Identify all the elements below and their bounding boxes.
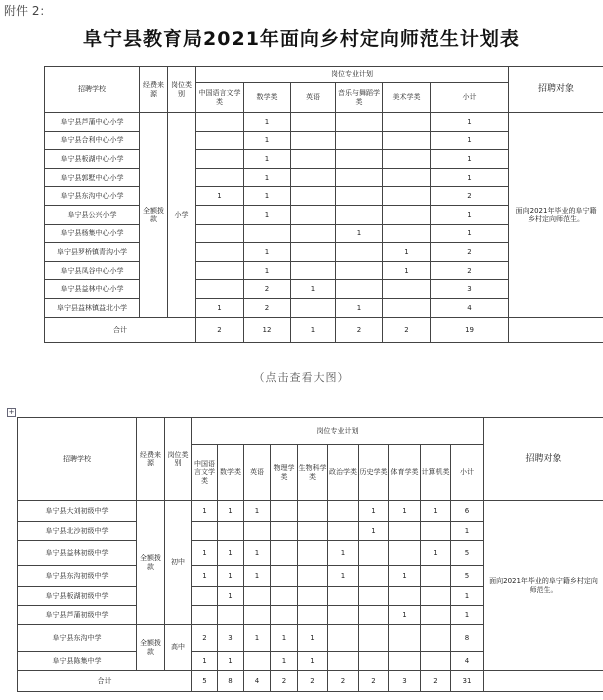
count-cell bbox=[192, 522, 218, 541]
attachment-label: 附件 2： bbox=[4, 4, 52, 18]
school-name: 阜宁县罗桥镇青沟小学 bbox=[45, 243, 140, 262]
school-name: 阜宁县大刘初级中学 bbox=[18, 501, 137, 522]
count-cell bbox=[328, 606, 359, 625]
count-cell: 1 bbox=[196, 187, 244, 206]
count-cell: 1 bbox=[389, 606, 421, 625]
count-cell: 2 bbox=[431, 187, 509, 206]
count-cell bbox=[328, 625, 359, 652]
count-cell bbox=[421, 566, 451, 587]
count-cell: 5 bbox=[451, 566, 484, 587]
post-category: 初中 bbox=[165, 501, 192, 625]
count-cell bbox=[389, 625, 421, 652]
count-cell: 1 bbox=[271, 625, 298, 652]
total-cell: 2 bbox=[298, 671, 328, 692]
count-cell: 1 bbox=[244, 168, 291, 187]
count-cell bbox=[328, 587, 359, 606]
total-cell: 12 bbox=[244, 317, 291, 342]
total-cell: 1 bbox=[291, 317, 336, 342]
count-cell: 1 bbox=[244, 150, 291, 169]
subject-header: 美术学类 bbox=[383, 83, 431, 113]
header-plan: 岗位专业计划 bbox=[196, 67, 509, 83]
count-cell bbox=[271, 566, 298, 587]
count-cell bbox=[359, 566, 389, 587]
count-cell bbox=[196, 150, 244, 169]
count-cell: 1 bbox=[359, 501, 389, 522]
count-cell bbox=[244, 652, 271, 671]
total-cell: 19 bbox=[431, 317, 509, 342]
count-cell: 6 bbox=[451, 501, 484, 522]
school-name: 阜宁县凤谷中心小学 bbox=[45, 261, 140, 280]
count-cell bbox=[196, 243, 244, 262]
subject-header: 数学类 bbox=[218, 445, 244, 501]
secondary-school-table-body bbox=[18, 418, 603, 692]
total-cell: 5 bbox=[192, 671, 218, 692]
count-cell bbox=[383, 113, 431, 132]
primary-school-table-body bbox=[45, 67, 603, 343]
total-cell: 2 bbox=[271, 671, 298, 692]
count-cell: 1 bbox=[451, 522, 484, 541]
count-cell bbox=[196, 205, 244, 224]
table-row bbox=[18, 501, 603, 522]
count-cell bbox=[196, 280, 244, 299]
count-cell bbox=[218, 606, 244, 625]
count-cell: 1 bbox=[383, 261, 431, 280]
recruit-target: 面向2021年毕业的阜宁籍乡村定向师范生。 bbox=[484, 501, 603, 671]
total-row bbox=[18, 671, 603, 692]
school-name: 阜宁县东沟初级中学 bbox=[18, 566, 137, 587]
count-cell: 2 bbox=[431, 261, 509, 280]
count-cell bbox=[298, 522, 328, 541]
count-cell bbox=[421, 625, 451, 652]
count-cell: 1 bbox=[291, 280, 336, 299]
count-cell bbox=[244, 224, 291, 243]
count-cell bbox=[359, 587, 389, 606]
count-cell bbox=[244, 606, 271, 625]
total-cell: 3 bbox=[389, 671, 421, 692]
count-cell: 2 bbox=[431, 243, 509, 262]
count-cell: 1 bbox=[298, 652, 328, 671]
count-cell bbox=[389, 522, 421, 541]
count-cell bbox=[192, 606, 218, 625]
count-cell: 2 bbox=[244, 298, 291, 317]
count-cell: 1 bbox=[383, 243, 431, 262]
count-cell bbox=[291, 113, 336, 132]
school-name: 阜宁县东沟中学 bbox=[18, 625, 137, 652]
school-name: 阜宁县杨集中心小学 bbox=[45, 224, 140, 243]
header-funding: 经费来源 bbox=[137, 418, 165, 501]
count-cell bbox=[291, 131, 336, 150]
count-cell bbox=[383, 187, 431, 206]
school-name: 阜宁县郭墅中心小学 bbox=[45, 168, 140, 187]
count-cell: 1 bbox=[451, 606, 484, 625]
total-row bbox=[45, 317, 603, 342]
school-name: 阜宁县益林中心小学 bbox=[45, 280, 140, 299]
school-name: 阜宁县陈集中学 bbox=[18, 652, 137, 671]
count-cell bbox=[291, 224, 336, 243]
subject-header: 中国语言文学类 bbox=[196, 83, 244, 113]
count-cell bbox=[359, 625, 389, 652]
count-cell: 4 bbox=[431, 298, 509, 317]
count-cell bbox=[196, 168, 244, 187]
count-cell bbox=[291, 298, 336, 317]
recruit-target: 面向2021年毕业的阜宁籍乡村定向师范生。 bbox=[509, 113, 603, 318]
count-cell: 1 bbox=[421, 541, 451, 566]
blank-cell bbox=[509, 317, 603, 342]
count-cell bbox=[291, 205, 336, 224]
count-cell bbox=[389, 587, 421, 606]
post-category: 高中 bbox=[165, 625, 192, 671]
count-cell: 5 bbox=[451, 541, 484, 566]
count-cell: 1 bbox=[192, 652, 218, 671]
total-label: 合计 bbox=[45, 317, 196, 342]
count-cell bbox=[328, 522, 359, 541]
count-cell bbox=[383, 280, 431, 299]
count-cell: 1 bbox=[244, 541, 271, 566]
primary-school-plan-table bbox=[44, 66, 603, 343]
count-cell bbox=[421, 652, 451, 671]
count-cell: 1 bbox=[244, 566, 271, 587]
expand-icon[interactable]: + bbox=[8, 408, 15, 416]
count-cell bbox=[244, 587, 271, 606]
count-cell bbox=[336, 187, 383, 206]
subject-header: 政治学类 bbox=[328, 445, 359, 501]
count-cell: 1 bbox=[359, 522, 389, 541]
count-cell: 1 bbox=[218, 566, 244, 587]
count-cell: 1 bbox=[431, 205, 509, 224]
subject-header: 小计 bbox=[451, 445, 484, 501]
school-name: 阜宁县板湖中心小学 bbox=[45, 150, 140, 169]
count-cell: 1 bbox=[298, 625, 328, 652]
school-name: 阜宁县公兴小学 bbox=[45, 205, 140, 224]
subject-header: 音乐与舞蹈学类 bbox=[336, 83, 383, 113]
total-cell: 4 bbox=[244, 671, 271, 692]
count-cell: 1 bbox=[244, 205, 291, 224]
count-cell: 1 bbox=[451, 587, 484, 606]
count-cell bbox=[271, 522, 298, 541]
subject-header: 物理学类 bbox=[271, 445, 298, 501]
count-cell: 1 bbox=[431, 150, 509, 169]
count-cell: 1 bbox=[192, 566, 218, 587]
count-cell: 1 bbox=[389, 566, 421, 587]
school-name: 阜宁县合利中心小学 bbox=[45, 131, 140, 150]
count-cell: 1 bbox=[244, 625, 271, 652]
count-cell: 1 bbox=[271, 652, 298, 671]
header-target: 招聘对象 bbox=[484, 418, 603, 501]
count-cell bbox=[336, 131, 383, 150]
secondary-school-plan-table bbox=[17, 417, 603, 692]
subject-header: 英语 bbox=[244, 445, 271, 501]
count-cell bbox=[291, 150, 336, 169]
count-cell: 1 bbox=[218, 587, 244, 606]
count-cell: 1 bbox=[244, 187, 291, 206]
count-cell bbox=[383, 298, 431, 317]
school-name: 阜宁县东沟中心小学 bbox=[45, 187, 140, 206]
school-name: 阜宁县芦蒲中心小学 bbox=[45, 113, 140, 132]
count-cell: 1 bbox=[192, 501, 218, 522]
count-cell: 3 bbox=[431, 280, 509, 299]
school-name: 阜宁县益林镇益北小学 bbox=[45, 298, 140, 317]
count-cell: 4 bbox=[451, 652, 484, 671]
count-cell bbox=[196, 261, 244, 280]
count-cell: 1 bbox=[196, 298, 244, 317]
count-cell bbox=[298, 566, 328, 587]
header-school: 招聘学校 bbox=[45, 67, 140, 113]
count-cell bbox=[291, 168, 336, 187]
subject-header: 计算机类 bbox=[421, 445, 451, 501]
count-cell bbox=[298, 587, 328, 606]
count-cell: 1 bbox=[192, 541, 218, 566]
count-cell bbox=[244, 522, 271, 541]
header-target: 招聘对象 bbox=[509, 67, 603, 113]
count-cell bbox=[421, 606, 451, 625]
count-cell bbox=[298, 541, 328, 566]
count-cell bbox=[291, 261, 336, 280]
funding-source: 全额拨款 bbox=[137, 501, 165, 625]
total-cell: 2 bbox=[196, 317, 244, 342]
count-cell bbox=[196, 113, 244, 132]
count-cell bbox=[336, 168, 383, 187]
subject-header: 体育学类 bbox=[389, 445, 421, 501]
count-cell bbox=[336, 280, 383, 299]
count-cell bbox=[359, 606, 389, 625]
count-cell: 1 bbox=[431, 131, 509, 150]
blank-cell bbox=[484, 671, 603, 692]
table-row bbox=[45, 113, 603, 132]
count-cell bbox=[298, 606, 328, 625]
count-cell bbox=[271, 541, 298, 566]
subject-header: 小计 bbox=[431, 83, 509, 113]
count-cell bbox=[383, 205, 431, 224]
header-plan: 岗位专业计划 bbox=[192, 418, 484, 445]
count-cell bbox=[389, 652, 421, 671]
header-category: 岗位类别 bbox=[165, 418, 192, 501]
count-cell: 1 bbox=[218, 652, 244, 671]
count-cell: 2 bbox=[192, 625, 218, 652]
count-cell: 1 bbox=[218, 501, 244, 522]
count-cell bbox=[359, 652, 389, 671]
count-cell bbox=[389, 541, 421, 566]
count-cell bbox=[421, 522, 451, 541]
header-funding: 经费来源 bbox=[140, 67, 168, 113]
count-cell: 8 bbox=[451, 625, 484, 652]
subject-header: 英语 bbox=[291, 83, 336, 113]
school-name: 阜宁县北沙初级中学 bbox=[18, 522, 137, 541]
count-cell bbox=[383, 168, 431, 187]
count-cell bbox=[336, 205, 383, 224]
count-cell bbox=[421, 587, 451, 606]
count-cell bbox=[359, 541, 389, 566]
total-label: 合计 bbox=[18, 671, 192, 692]
count-cell bbox=[336, 261, 383, 280]
count-cell: 1 bbox=[328, 541, 359, 566]
count-cell: 1 bbox=[328, 566, 359, 587]
count-cell bbox=[291, 243, 336, 262]
count-cell bbox=[328, 652, 359, 671]
count-cell: 1 bbox=[336, 298, 383, 317]
count-cell: 1 bbox=[431, 168, 509, 187]
total-cell: 2 bbox=[383, 317, 431, 342]
subject-header: 生物科学类 bbox=[298, 445, 328, 501]
view-large-image-caption: （点击查看大图） bbox=[253, 371, 350, 384]
count-cell bbox=[383, 150, 431, 169]
count-cell bbox=[336, 243, 383, 262]
total-cell: 8 bbox=[218, 671, 244, 692]
count-cell: 1 bbox=[244, 113, 291, 132]
school-name: 阜宁县芦蒲初级中学 bbox=[18, 606, 137, 625]
total-cell: 2 bbox=[359, 671, 389, 692]
funding-source: 全额拨款 bbox=[140, 113, 168, 318]
count-cell: 1 bbox=[431, 113, 509, 132]
count-cell bbox=[291, 187, 336, 206]
count-cell: 2 bbox=[244, 280, 291, 299]
count-cell bbox=[383, 131, 431, 150]
total-cell: 2 bbox=[421, 671, 451, 692]
count-cell bbox=[383, 224, 431, 243]
funding-source: 全额拨款 bbox=[137, 625, 165, 671]
count-cell: 1 bbox=[218, 541, 244, 566]
count-cell bbox=[336, 150, 383, 169]
count-cell bbox=[196, 224, 244, 243]
count-cell bbox=[298, 501, 328, 522]
post-category: 小学 bbox=[168, 113, 196, 318]
subject-header: 数学类 bbox=[244, 83, 291, 113]
count-cell: 1 bbox=[389, 501, 421, 522]
subject-header: 中国语言文学类 bbox=[192, 445, 218, 501]
count-cell bbox=[271, 587, 298, 606]
count-cell bbox=[271, 606, 298, 625]
total-cell: 2 bbox=[328, 671, 359, 692]
header-school: 招聘学校 bbox=[18, 418, 137, 501]
count-cell bbox=[192, 587, 218, 606]
total-cell: 31 bbox=[451, 671, 484, 692]
count-cell bbox=[271, 501, 298, 522]
count-cell: 1 bbox=[421, 501, 451, 522]
count-cell bbox=[336, 113, 383, 132]
count-cell bbox=[328, 501, 359, 522]
school-name: 阜宁县益林初级中学 bbox=[18, 541, 137, 566]
count-cell: 1 bbox=[244, 243, 291, 262]
page-title: 阜宁县教育局2021年面向乡村定向师范生计划表 bbox=[83, 28, 520, 50]
count-cell: 3 bbox=[218, 625, 244, 652]
count-cell: 1 bbox=[244, 131, 291, 150]
count-cell bbox=[196, 131, 244, 150]
school-name: 阜宁县板湖初级中学 bbox=[18, 587, 137, 606]
count-cell: 1 bbox=[336, 224, 383, 243]
header-category: 岗位类别 bbox=[168, 67, 196, 113]
count-cell: 1 bbox=[431, 224, 509, 243]
count-cell: 1 bbox=[244, 501, 271, 522]
total-cell: 2 bbox=[336, 317, 383, 342]
subject-header: 历史学类 bbox=[359, 445, 389, 501]
count-cell bbox=[218, 522, 244, 541]
count-cell: 1 bbox=[244, 261, 291, 280]
